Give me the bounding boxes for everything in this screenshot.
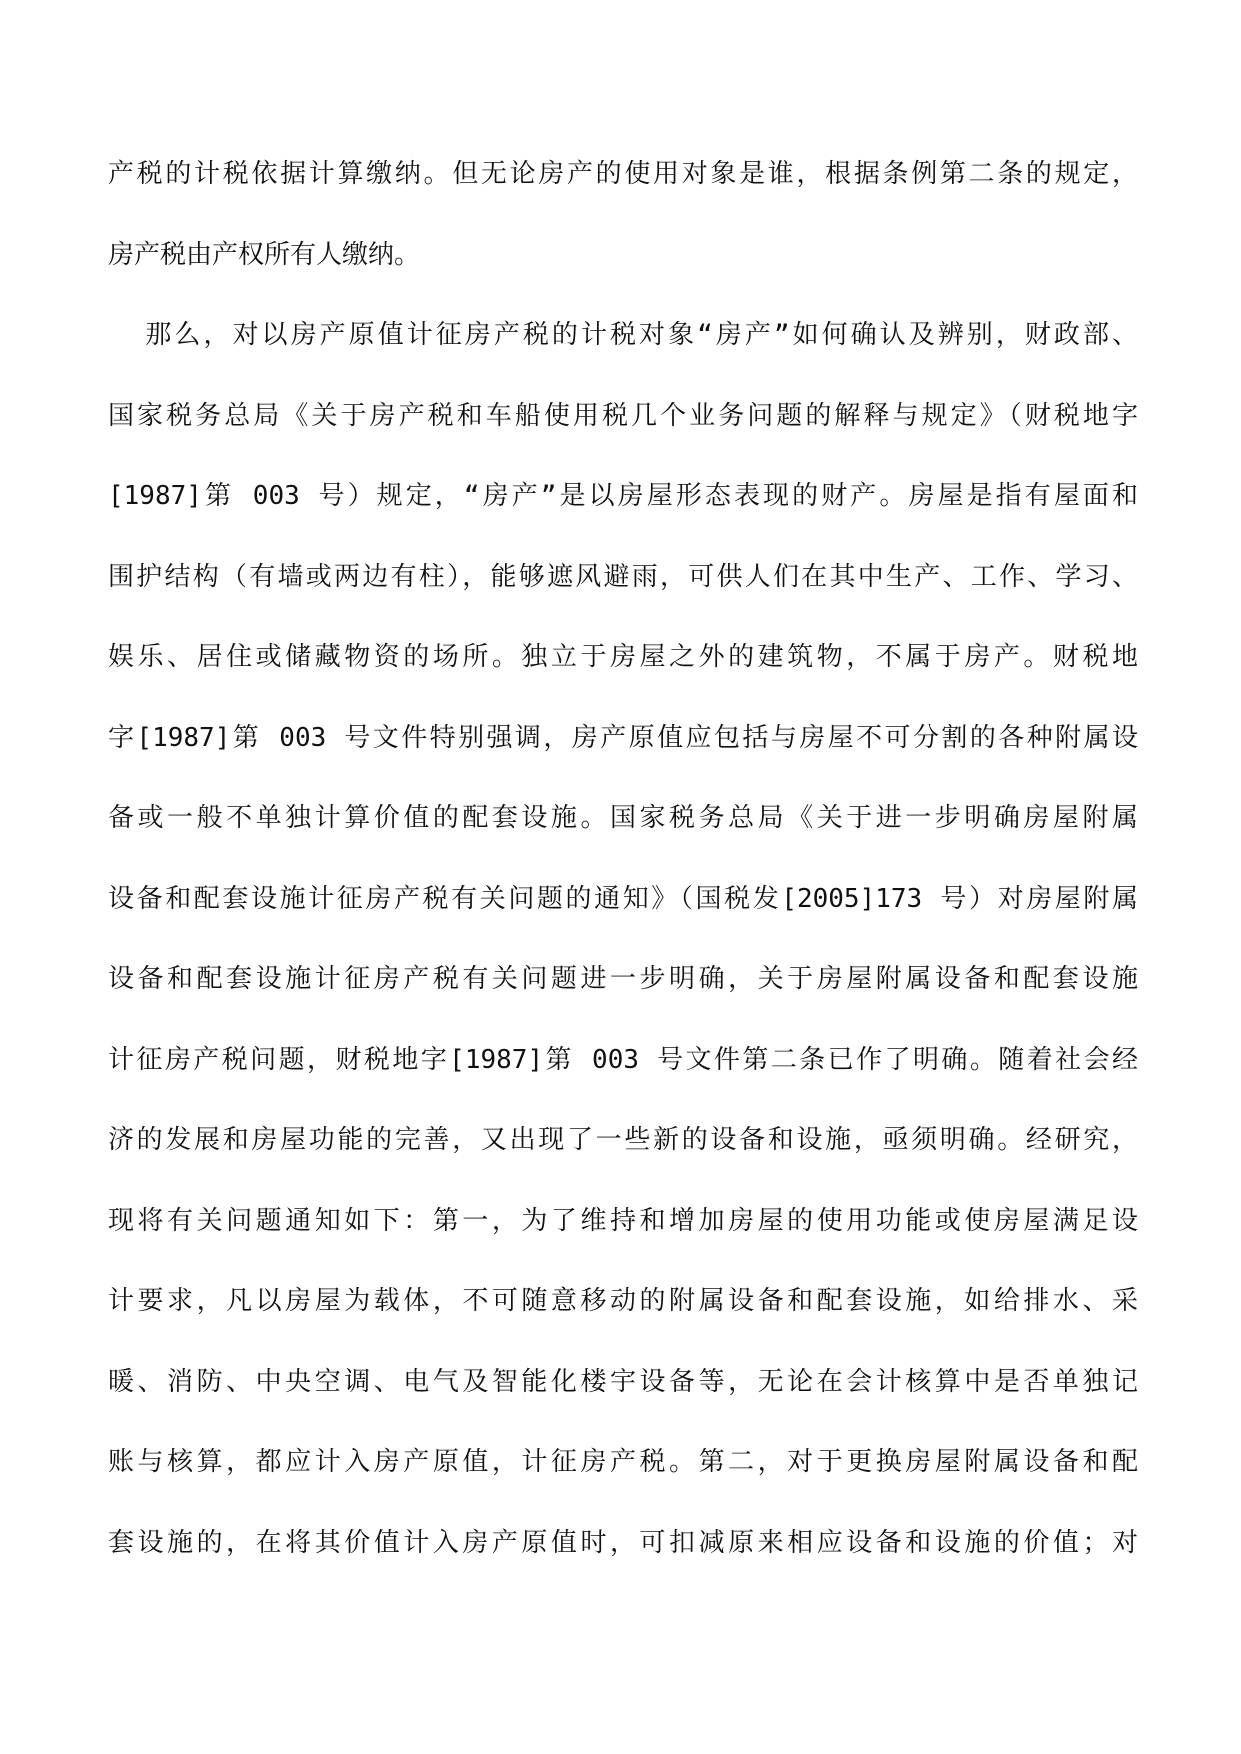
text-line: 房产税由产权所有人缴纳。 [108,239,421,270]
text-line: 字[1987]第 003 号文件特别强调，房产原值应包括与房屋不可分割的各种附属设 [108,722,1138,753]
text-line: 设备和配套设施计征房产税有关问题的通知》（国税发[2005]173 号）对房屋附属 [108,883,1138,914]
text-line: 产税的计税依据计算缴纳。但无论房产的使用对象是谁，根据条例第二条的规定， [108,159,1138,189]
text-line: 备或一般不单独计算价值的配套设施。国家税务总局《关于进一步明确房屋附属 [108,803,1138,833]
text-line: [1987]第 003 号）规定，“房产”是以房屋形态表现的财产。房屋是指有屋面和 [108,481,1138,511]
body-text [108,160,1138,1609]
text-line: 国家税务总局《关于房产税和车船使用税几个业务问题的解释与规定》（财税地字 [108,400,1138,431]
paragraph-first-line: 那么，对以房产原值计征房产税的计税对象“房产”如何确认及辨别，财政部、 [108,320,1138,350]
text-line: 设备和配套设施计征房产税有关问题进一步明确，关于房屋附属设备和配套设施 [108,964,1138,994]
text-line: 围护结构（有墙或两边有柱），能够遮风避雨，可供人们在其中生产、工作、学习、 [108,561,1138,592]
text-line: 账与核算，都应计入房产原值，计征房产税。第二，对于更换房屋附属设备和配 [108,1447,1138,1477]
text-line: 计要求，凡以房屋为载体，不可随意移动的附属设备和配套设施，如给排水、采 [108,1286,1138,1316]
text-line: 暖、消防、中央空调、电气及智能化楼宇设备等，无论在会计核算中是否单独记 [108,1366,1138,1397]
text-line: 现将有关问题通知如下：第一，为了维持和增加房屋的使用功能或使房屋满足设 [108,1205,1138,1236]
text-line: 娱乐、居住或储藏物资的场所。独立于房屋之外的建筑物，不属于房产。财税地 [108,642,1138,672]
text-line: 套设施的，在将其价值计入房产原值时，可扣减原来相应设备和设施的价值；对 [108,1527,1138,1558]
text-line: 计征房产税问题，财税地字[1987]第 003 号文件第二条已作了明确。随着社会经 [108,1044,1138,1075]
text-line: 济的发展和房屋功能的完善，又出现了一些新的设备和设施，亟须明确。经研究， [108,1125,1138,1155]
